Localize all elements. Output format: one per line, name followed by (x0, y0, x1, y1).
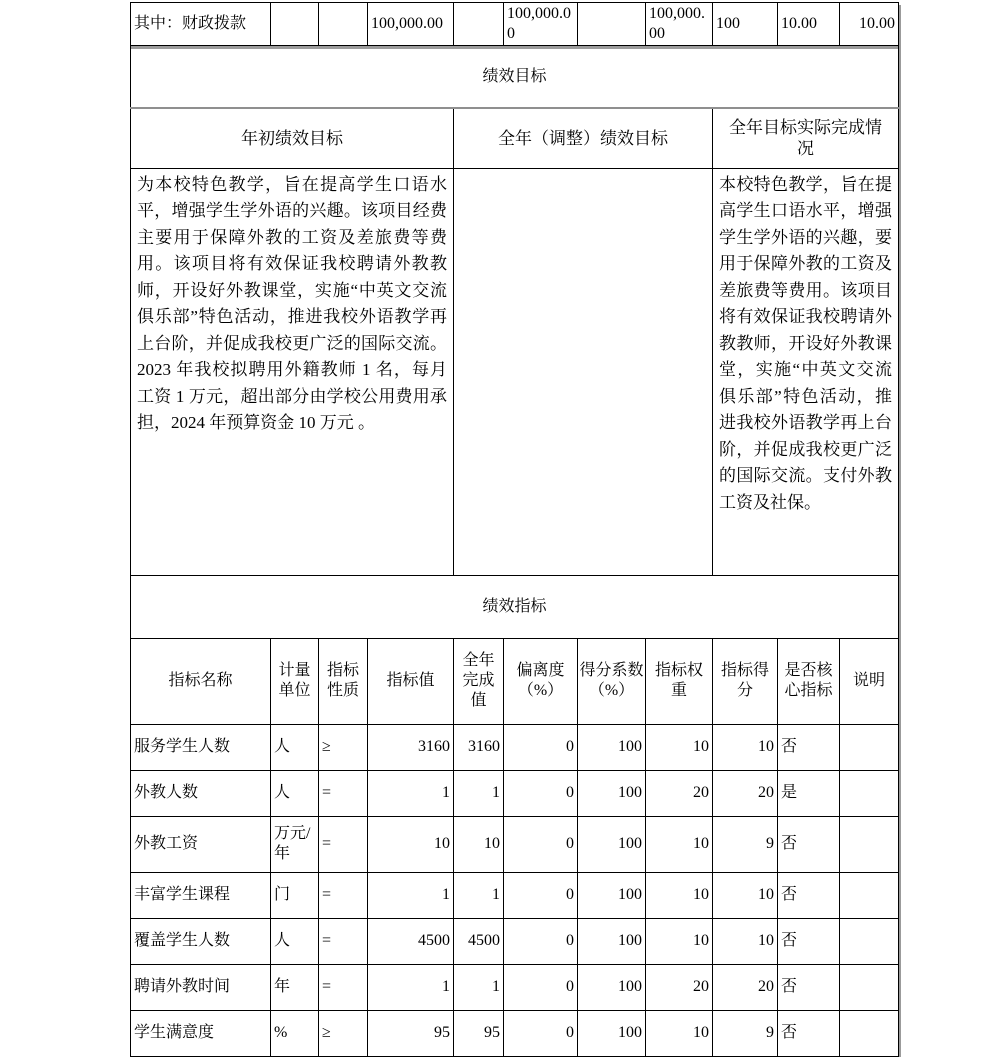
indicator-cell (840, 816, 899, 872)
indicator-header-cell: 指标权重 (646, 638, 713, 724)
indicator-header-cell: 指标性质 (319, 638, 368, 724)
actual-completion-text: 本校特色教学，旨在提高学生口语水平，增强学生学外语的兴趣，要用于保障外教的工资及差旅费等费用。该项目将有效保证我校聘请外教教师，开设好外教课堂，实施“中英文交流俱乐部”特色活动，推进我校外语教学再上台阶，并促成我校更广泛的国际交流。支付外教工资及社保。 (713, 168, 899, 575)
targets-title-row (131, 46, 899, 109)
indicator-cell: 覆盖学生人数 (131, 918, 271, 964)
adjusted-target-text (454, 168, 713, 575)
indicator-cell: = (319, 918, 368, 964)
indicator-cell (840, 872, 899, 918)
indicator-cell: 聘请外教时间 (131, 964, 271, 1010)
indicator-cell: 95 (454, 1010, 504, 1056)
indicator-cell (840, 770, 899, 816)
targets-header-adjusted: 全年（调整）绩效目标 (454, 108, 713, 168)
targets-header-row (131, 108, 899, 168)
indicator-cell: 10 (646, 872, 713, 918)
indicator-cell: 人 (271, 724, 319, 770)
indicator-cell: 丰富学生课程 (131, 872, 271, 918)
performance-indicators-title: 绩效指标 (131, 575, 899, 638)
indicator-cell: 否 (778, 724, 840, 770)
indicator-cell: 10 (646, 724, 713, 770)
indicator-cell: 10 (646, 816, 713, 872)
indicator-cell: 年 (271, 964, 319, 1010)
indicator-row (131, 964, 899, 1010)
funding-value-cell: 10.00 (778, 3, 840, 46)
indicator-cell: = (319, 964, 368, 1010)
indicator-cell: 100 (578, 918, 646, 964)
indicator-cell: 否 (778, 964, 840, 1010)
indicator-cell: 95 (368, 1010, 454, 1056)
indicator-header-cell: 是否核心指标 (778, 638, 840, 724)
indicator-cell: 人 (271, 918, 319, 964)
indicator-cell: 0 (504, 724, 578, 770)
indicator-cell: 10 (713, 724, 778, 770)
indicator-header-cell: 偏离度（%） (504, 638, 578, 724)
funding-value-cell: 100 (713, 3, 778, 46)
indicator-cell: 服务学生人数 (131, 724, 271, 770)
indicator-row (131, 770, 899, 816)
indicator-cell: = (319, 770, 368, 816)
indicator-cell: 0 (504, 918, 578, 964)
indicator-header-cell: 指标得分 (713, 638, 778, 724)
indicator-cell: 0 (504, 770, 578, 816)
indicator-cell: 外教人数 (131, 770, 271, 816)
indicator-cell: 10 (646, 918, 713, 964)
targets-header-initial: 年初绩效目标 (131, 108, 454, 168)
indicator-cell: 9 (713, 816, 778, 872)
indicator-cell: 20 (713, 770, 778, 816)
indicator-cell: 10 (646, 1010, 713, 1056)
indicator-cell: 4500 (368, 918, 454, 964)
indicator-cell: 20 (646, 964, 713, 1010)
indicator-cell: 0 (504, 816, 578, 872)
indicator-cell: 1 (368, 770, 454, 816)
indicator-cell (840, 1010, 899, 1056)
funding-value-cell: 100,000.00 (646, 3, 713, 46)
indicator-cell (840, 964, 899, 1010)
funding-value-cell: 100,000.00 (504, 3, 578, 46)
funding-value-cell (578, 3, 646, 46)
indicator-cell: 10 (713, 918, 778, 964)
indicator-cell: 3160 (454, 724, 504, 770)
indicator-cell: = (319, 872, 368, 918)
indicator-cell: 1 (368, 964, 454, 1010)
indicator-cell: 0 (504, 1010, 578, 1056)
indicator-cell: 否 (778, 1010, 840, 1056)
initial-target-text: 为本校特色教学，旨在提高学生口语水平，增强学生学外语的兴趣。该项目经费主要用于保障外教的工资及差旅费等费用。该项目将有效保证我校聘请外教教师，开设好外教课堂，实施“中英文交流俱乐部”特色活动，推进我校外语教学再上台阶，并促成我校更广泛的国际交流。2023 年我校拟聘用外籍教师 1 名，每月工资 1 万元，超出部分由学校公用费用承担，2024 年预算资金 10 万元 。 (131, 168, 454, 575)
indicator-cell: 20 (713, 964, 778, 1010)
indicator-header-cell: 全年完成值 (454, 638, 504, 724)
indicator-row (131, 872, 899, 918)
indicator-header-cell: 指标名称 (131, 638, 271, 724)
indicator-cell: % (271, 1010, 319, 1056)
indicator-cell (840, 724, 899, 770)
indicator-cell: 0 (504, 872, 578, 918)
indicator-row (131, 816, 899, 872)
indicator-cell: ≥ (319, 1010, 368, 1056)
indicator-cell (840, 918, 899, 964)
funding-value-cell (271, 3, 319, 46)
indicator-cell: 否 (778, 816, 840, 872)
indicator-cell: 否 (778, 872, 840, 918)
funding-label-cell: 其中：财政拨款 (131, 3, 271, 46)
indicator-cell: 3160 (368, 724, 454, 770)
indicator-cell: 100 (578, 872, 646, 918)
indicator-cell: 1 (368, 872, 454, 918)
performance-targets-title: 绩效目标 (131, 46, 899, 109)
indicator-row (131, 724, 899, 770)
targets-text-row (131, 168, 899, 575)
indicator-cell: 是 (778, 770, 840, 816)
targets-header-actual: 全年目标实际完成情况 (713, 108, 899, 168)
indicators-header-row (131, 638, 899, 724)
indicator-cell: 否 (778, 918, 840, 964)
indicator-cell: ≥ (319, 724, 368, 770)
indicator-cell: 门 (271, 872, 319, 918)
indicator-cell: 100 (578, 964, 646, 1010)
indicator-header-cell: 说明 (840, 638, 899, 724)
indicator-cell: = (319, 816, 368, 872)
indicator-row (131, 918, 899, 964)
indicator-cell: 100 (578, 770, 646, 816)
indicator-cell: 1 (454, 872, 504, 918)
indicator-row (131, 1010, 899, 1056)
funding-value-cell: 10.00 (840, 3, 899, 46)
indicator-cell: 人 (271, 770, 319, 816)
budget-performance-table (130, 2, 899, 1057)
indicator-cell: 10 (454, 816, 504, 872)
indicator-cell: 1 (454, 964, 504, 1010)
indicator-header-cell: 得分系数（%） (578, 638, 646, 724)
indicator-header-cell: 计量单位 (271, 638, 319, 724)
funding-row (131, 3, 899, 46)
indicator-header-cell: 指标值 (368, 638, 454, 724)
indicator-cell: 10 (368, 816, 454, 872)
indicator-cell: 100 (578, 816, 646, 872)
indicator-cell: 0 (504, 964, 578, 1010)
indicator-cell: 9 (713, 1010, 778, 1056)
indicator-cell: 10 (713, 872, 778, 918)
indicator-cell: 学生满意度 (131, 1010, 271, 1056)
funding-value-cell (454, 3, 504, 46)
indicator-cell: 20 (646, 770, 713, 816)
funding-value-cell (319, 3, 368, 46)
indicator-cell: 4500 (454, 918, 504, 964)
funding-value-cell: 100,000.00 (368, 3, 454, 46)
indicator-cell: 外教工资 (131, 816, 271, 872)
indicators-title-row (131, 575, 899, 638)
indicator-cell: 100 (578, 724, 646, 770)
indicator-cell: 1 (454, 770, 504, 816)
indicator-cell: 万元/年 (271, 816, 319, 872)
indicator-cell: 100 (578, 1010, 646, 1056)
